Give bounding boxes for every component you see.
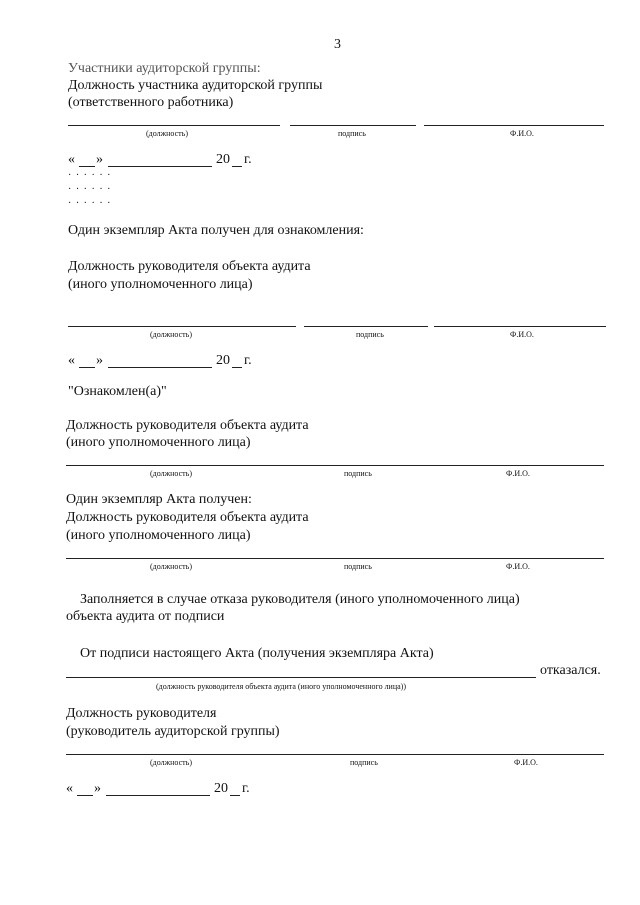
position-caption: (должность): [150, 330, 192, 339]
fio-caption: Ф.И.О.: [514, 758, 538, 767]
position-line: [68, 125, 280, 126]
date-close-quote: »: [96, 152, 103, 167]
date-open-quote: «: [66, 781, 73, 796]
head-position-line2: (иного уполномоченного лица): [66, 528, 251, 543]
month-blank: [108, 367, 212, 368]
auditor-position-line1: Должность участника аудиторской группы: [68, 78, 323, 93]
fio-line: [424, 125, 604, 126]
fio-caption: Ф.И.О.: [506, 469, 530, 478]
refusal-caption: (должность руководителя объекта аудита (иного уполномоченного лица)): [156, 682, 406, 691]
year-blank: [232, 166, 242, 167]
signature-caption: подпись: [344, 562, 372, 571]
year-prefix: 20: [216, 152, 230, 167]
fio-caption: Ф.И.О.: [510, 330, 534, 339]
date-open-quote: «: [68, 152, 75, 167]
day-blank: [79, 166, 95, 167]
refusal-note-line2: объекта аудита от подписи: [66, 609, 225, 624]
position-caption: (должность): [150, 562, 192, 571]
fio-line: [434, 326, 606, 327]
signature-caption: подпись: [338, 129, 366, 138]
refused-text: отказался.: [540, 663, 601, 678]
head-position-line1: Должность руководителя объекта аудита: [68, 259, 311, 274]
auditor-position-line2: (ответственного работника): [68, 95, 234, 110]
position-line: [68, 326, 296, 327]
head-position-line2: (иного уполномоченного лица): [68, 277, 253, 292]
acquainted-mark: "Ознакомлен(а)": [68, 384, 167, 399]
year-suffix: г.: [244, 152, 252, 167]
position-caption: (должность): [150, 469, 192, 478]
dots-line: · · · · · ·: [68, 198, 112, 209]
refusal-statement: От подписи настоящего Акта (получения экземпляра Акта): [80, 646, 434, 661]
year-prefix: 20: [216, 353, 230, 368]
dots-line: · · · · · ·: [68, 170, 112, 181]
group-head-line1: Должность руководителя: [66, 706, 217, 721]
day-blank: [77, 795, 93, 796]
signature-caption: подпись: [344, 469, 372, 478]
fio-caption: Ф.И.О.: [510, 129, 534, 138]
signature-caption: подпись: [350, 758, 378, 767]
signature-row-line: [66, 754, 604, 755]
refusal-line: [66, 677, 536, 678]
head-position-line2: (иного уполномоченного лица): [66, 435, 251, 450]
signature-row-line: [66, 558, 604, 559]
signature-row-line: [66, 465, 604, 466]
position-caption: (должность): [150, 758, 192, 767]
dots-line: · · · · · ·: [68, 184, 112, 195]
date-close-quote: »: [94, 781, 101, 796]
year-prefix: 20: [214, 781, 228, 796]
fio-caption: Ф.И.О.: [506, 562, 530, 571]
head-position-line1: Должность руководителя объекта аудита: [66, 510, 309, 525]
copy-received-review: Один экземпляр Акта получен для ознакомления:: [68, 223, 364, 238]
day-blank: [79, 367, 95, 368]
year-blank: [232, 367, 242, 368]
year-suffix: г.: [244, 353, 252, 368]
position-caption: (должность): [146, 129, 188, 138]
page-number: 3: [334, 37, 341, 52]
year-suffix: г.: [242, 781, 250, 796]
year-blank: [230, 795, 240, 796]
signature-line: [290, 125, 416, 126]
month-blank: [106, 795, 210, 796]
copy-received: Один экземпляр Акта получен:: [66, 492, 252, 507]
auditors-heading: Участники аудиторской группы:: [68, 61, 261, 76]
group-head-line2: (руководитель аудиторской группы): [66, 724, 280, 739]
date-open-quote: «: [68, 353, 75, 368]
signature-caption: подпись: [356, 330, 384, 339]
month-blank: [108, 166, 212, 167]
head-position-line1: Должность руководителя объекта аудита: [66, 418, 309, 433]
signature-line: [304, 326, 428, 327]
refusal-note-line1: Заполняется в случае отказа руководителя (иного уполномоченного лица): [80, 592, 520, 607]
date-close-quote: »: [96, 353, 103, 368]
